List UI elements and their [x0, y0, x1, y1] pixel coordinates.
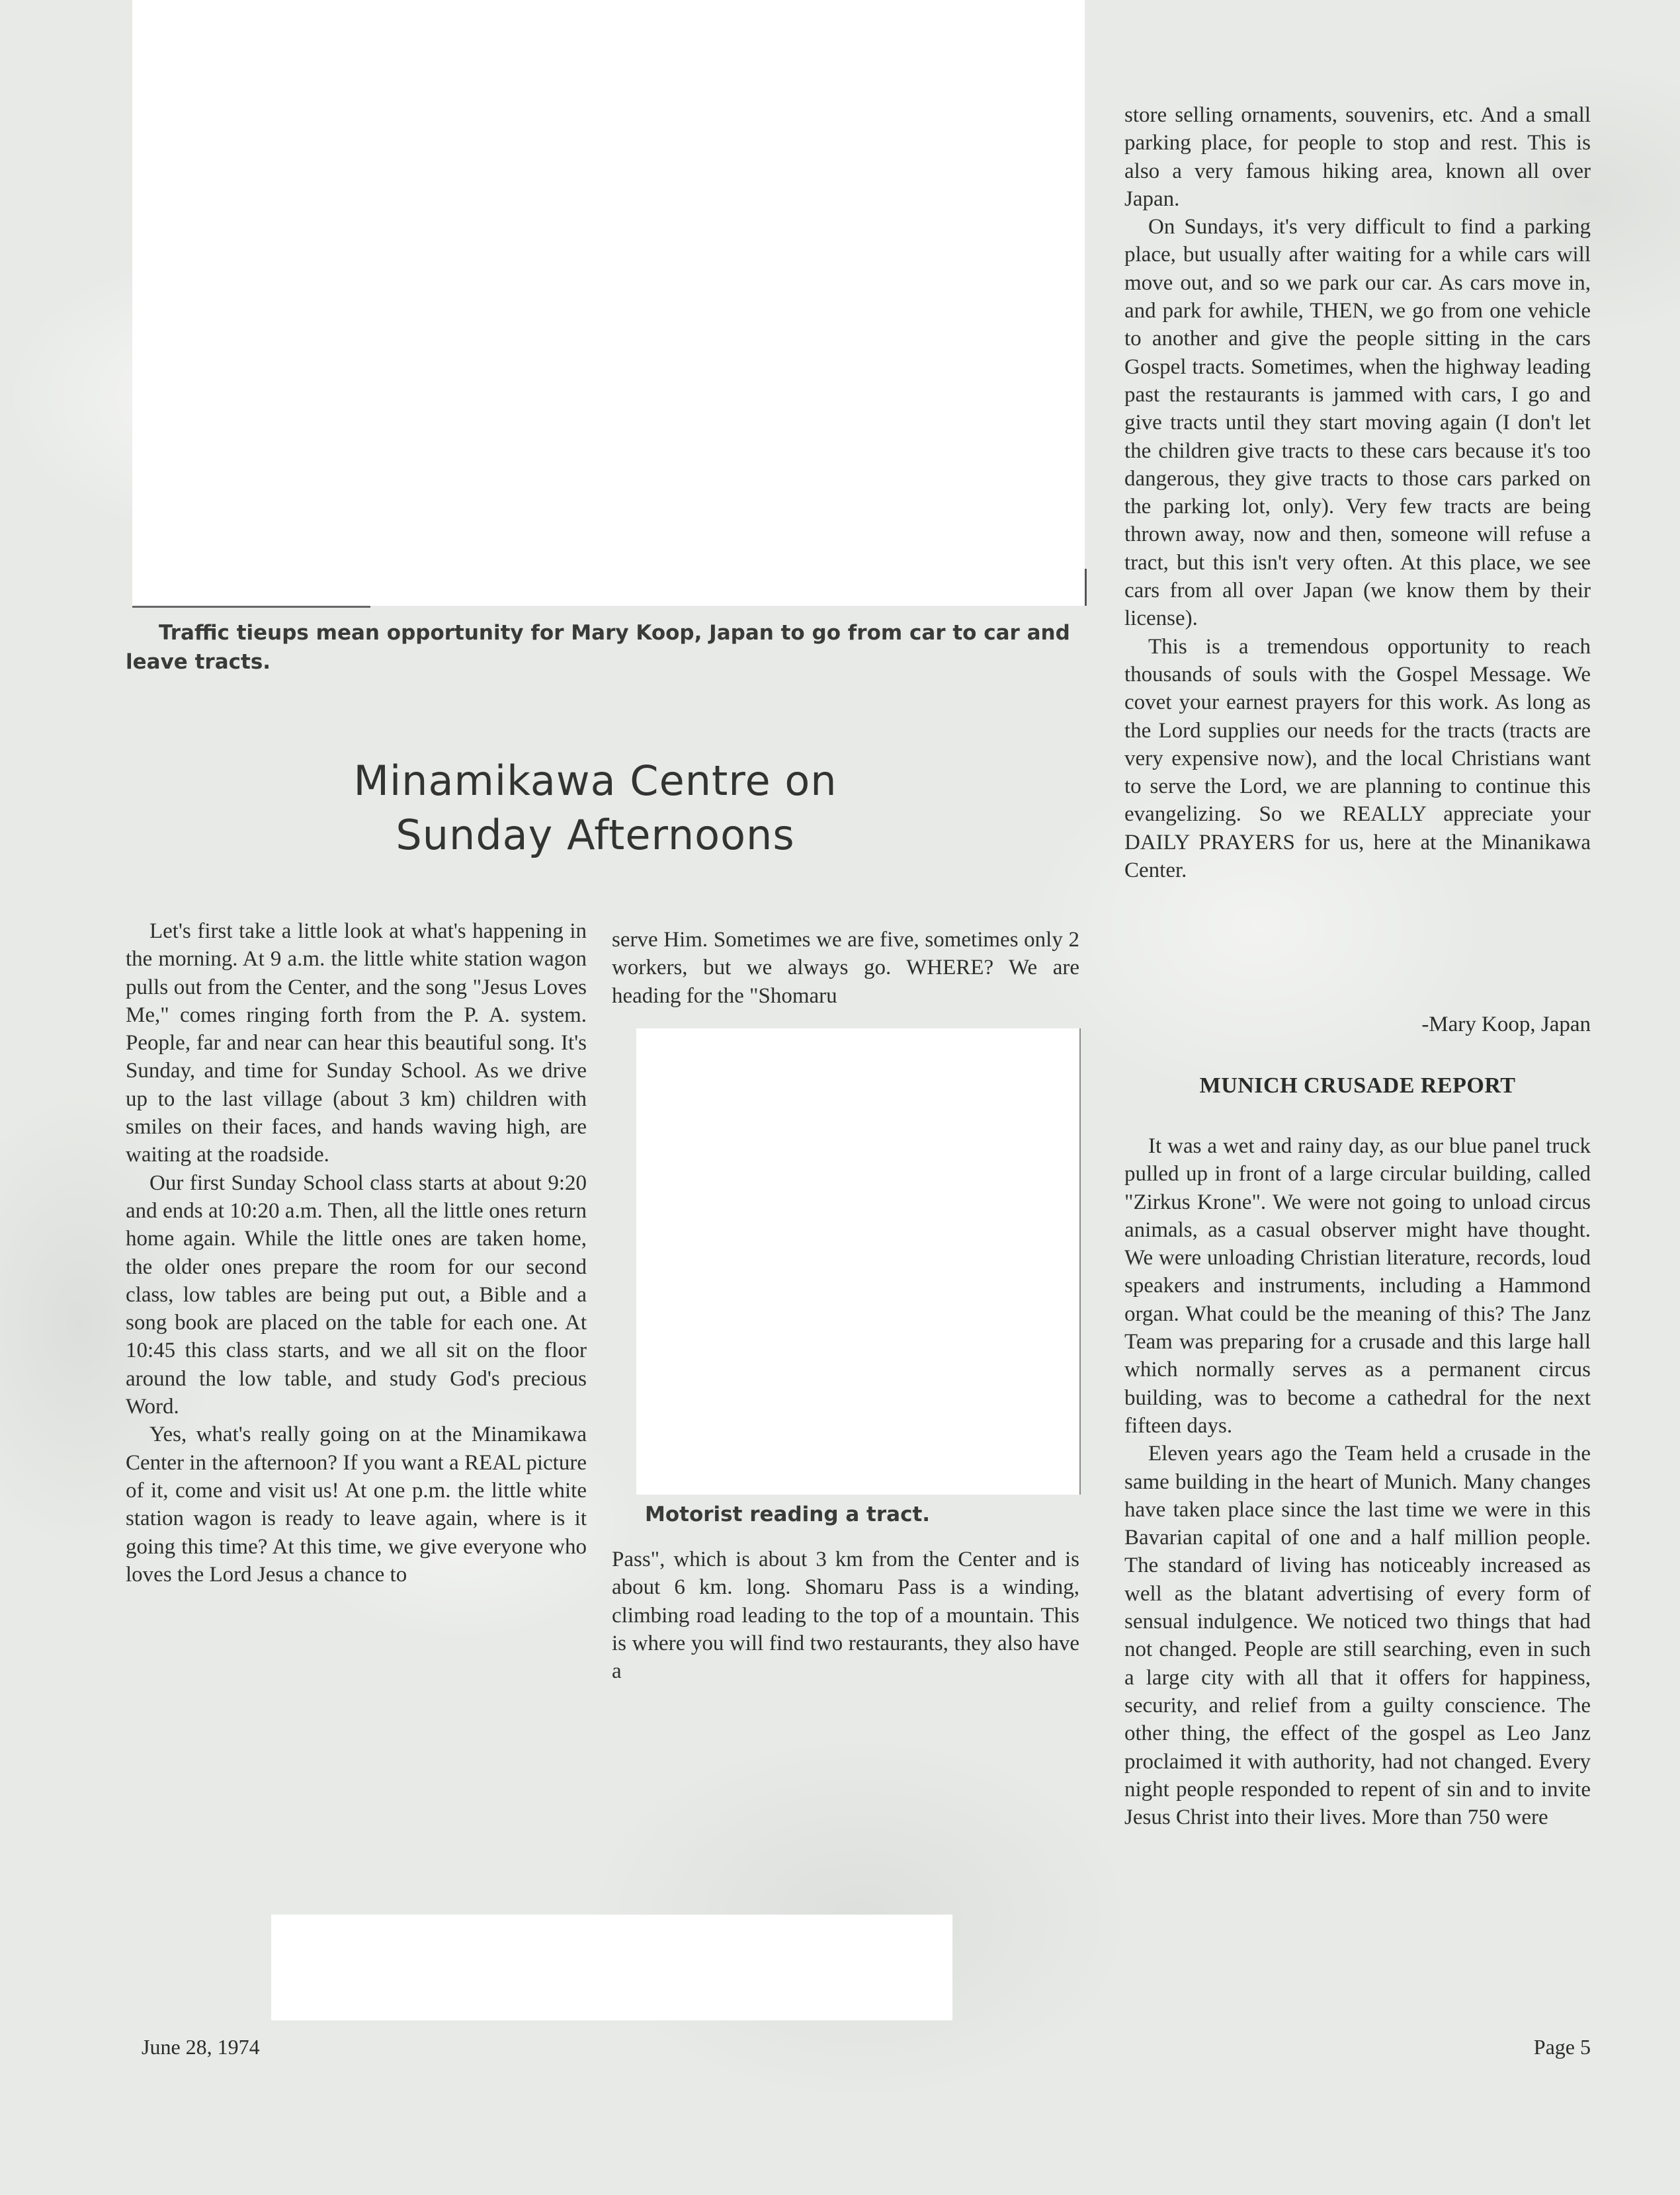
top-photo-edge	[1085, 569, 1087, 606]
article-headline	[284, 754, 906, 862]
motorist-photo-caption-text: Motorist reading a tract.	[645, 1503, 931, 1526]
headline-line-1: Minamikawa Centre on	[353, 757, 837, 805]
bottom-photo	[271, 1915, 952, 2020]
right-column	[1124, 101, 1591, 884]
top-photo	[132, 0, 1085, 606]
right-paragraph-3: This is a tremendous opportunity to reach thousands of souls with the Gospel Message. We covet your earnest prayers for this work. As long as the Lord supplies our needs for the tracts (tracts are very expensive now), and the local Christians want to serve the Lord, we are planning to continue this evangelizing. So we REALLY appreciate your DAILY PRAYERS for us, here at the Minanikawa Center.	[1124, 634, 1591, 883]
article-signoff: -Mary Koop, Japan	[1421, 1013, 1591, 1036]
motorist-photo-edge	[1079, 1028, 1081, 1495]
middle-bottom-text: Pass", which is about 3 km from the Center and is about 6 km. long. Shomaru Pass is a winding, climbing road leading to the top of a mountain. This is where you will find two restaurants, they also have a	[612, 1548, 1079, 1684]
motorist-photo-caption	[645, 1500, 1081, 1529]
left-paragraph-1: Let's first take a little look at what's happening in the morning. At 9 a.m. the little white station wagon pulls out from the Center, and the song "Jesus Loves Me," comes ringing forth from the P. A. system. People, far and near can hear this beautiful song. It's Sunday, and time for Sunday School. As we drive up to the last village (about 3 km) children with smiles on their faces, and hands waving high, are waiting at the roadside.	[126, 919, 587, 1167]
munich-paragraph-1: It was a wet and rainy day, as our blue panel truck pulled up in front of a large circular building, called "Zirkus Krone". We were not going to unload circus animals, as a casual observer might have thought. We were unloading Christian literature, records, loud speakers and instruments, including a Hammond organ. What could be the meaning of this? The Janz Team was preparing for a crusade and this large hall which normally serves as a permanent circus building, was to become a cathedral for the next fifteen days.	[1124, 1134, 1591, 1438]
right-paragraph-1: store selling ornaments, souvenirs, etc. And a small parking place, for people to stop and rest. This is also a very famous hiking area, known all over Japan.	[1124, 103, 1591, 211]
footer-page-number: Page 5	[1533, 2035, 1591, 2059]
middle-column-bottom	[612, 1546, 1079, 1685]
top-photo-caption	[126, 618, 1105, 677]
top-photo-caption-text: Traffic tieups mean opportunity for Mary Koop, Japan to go from car to car and leave tracts.	[126, 621, 1070, 674]
right-paragraph-2: On Sundays, it's very difficult to find a parking place, but usually after waiting for a while cars will move out, and so we park our car. As cars move in, and park for awhile, THEN, we go from one vehicle to another and give the people sitting in the cars Gospel tracts. Sometimes, when the highway leading past the restaurants is jammed with cars, I go and give tracts until they start moving again (I don't let the children give tracts to these cars because it's too dangerous, they give tracts to those cars parked on the parking lot, only). Very few tracts are being thrown away, now and then, someone will refuse a tract, but this isn't very often. At this place, we see cars from all over Japan (we know them by their license).	[1124, 215, 1591, 631]
munich-report-body	[1124, 1132, 1591, 1831]
munich-paragraph-2: Eleven years ago the Team held a crusade in the same building in the heart of Munich. Many changes have taken place since the last time we were in this Bavarian capital of one and a half million people. The standard of living has noticeably increased as well as the blatant advertising of every form of sensual indulgence. We noticed two things that had not changed. People are still searching, even in such a large city with all that it offers for happiness, security, and relief from a guilty conscience. The other thing, the effect of the gospel as Leo Janz proclaimed it with authority, had not changed. Every night people responded to repent of sin and to invite Jesus Christ into their lives. More than 750 were	[1124, 1442, 1591, 1830]
top-photo-bottom-edge	[132, 606, 370, 608]
middle-top-text: serve Him. Sometimes we are five, sometimes only 2 workers, but we always go. WHERE? We are heading for the "Shomaru	[612, 928, 1079, 1008]
footer-date: June 28, 1974	[142, 2035, 260, 2059]
left-column	[126, 917, 587, 1589]
left-paragraph-2: Our first Sunday School class starts at about 9:20 and ends at 10:20 a.m. Then, all the little ones return home again. While the little ones are taken home, the older ones prepare the room for our second class, low tables are being put out, a Bible and a song book are placed on the table for each one. At 10:45 this class starts, and we all sit on the floor around the low table, and study God's precious Word.	[126, 1171, 587, 1419]
middle-column-top	[612, 926, 1079, 1010]
motorist-photo	[636, 1028, 1079, 1495]
left-paragraph-3: Yes, what's really going on at the Minamikawa Center in the afternoon? If you want a REAL picture of it, come and visit us! At one p.m. the little white station wagon is ready to leave again, where is it going this time? At this time, we give everyone who loves the Lord Jesus a chance to	[126, 1423, 587, 1587]
munich-report-title: MUNICH CRUSADE REPORT	[1199, 1073, 1516, 1098]
headline-line-2: Sunday Afternoons	[396, 811, 795, 859]
